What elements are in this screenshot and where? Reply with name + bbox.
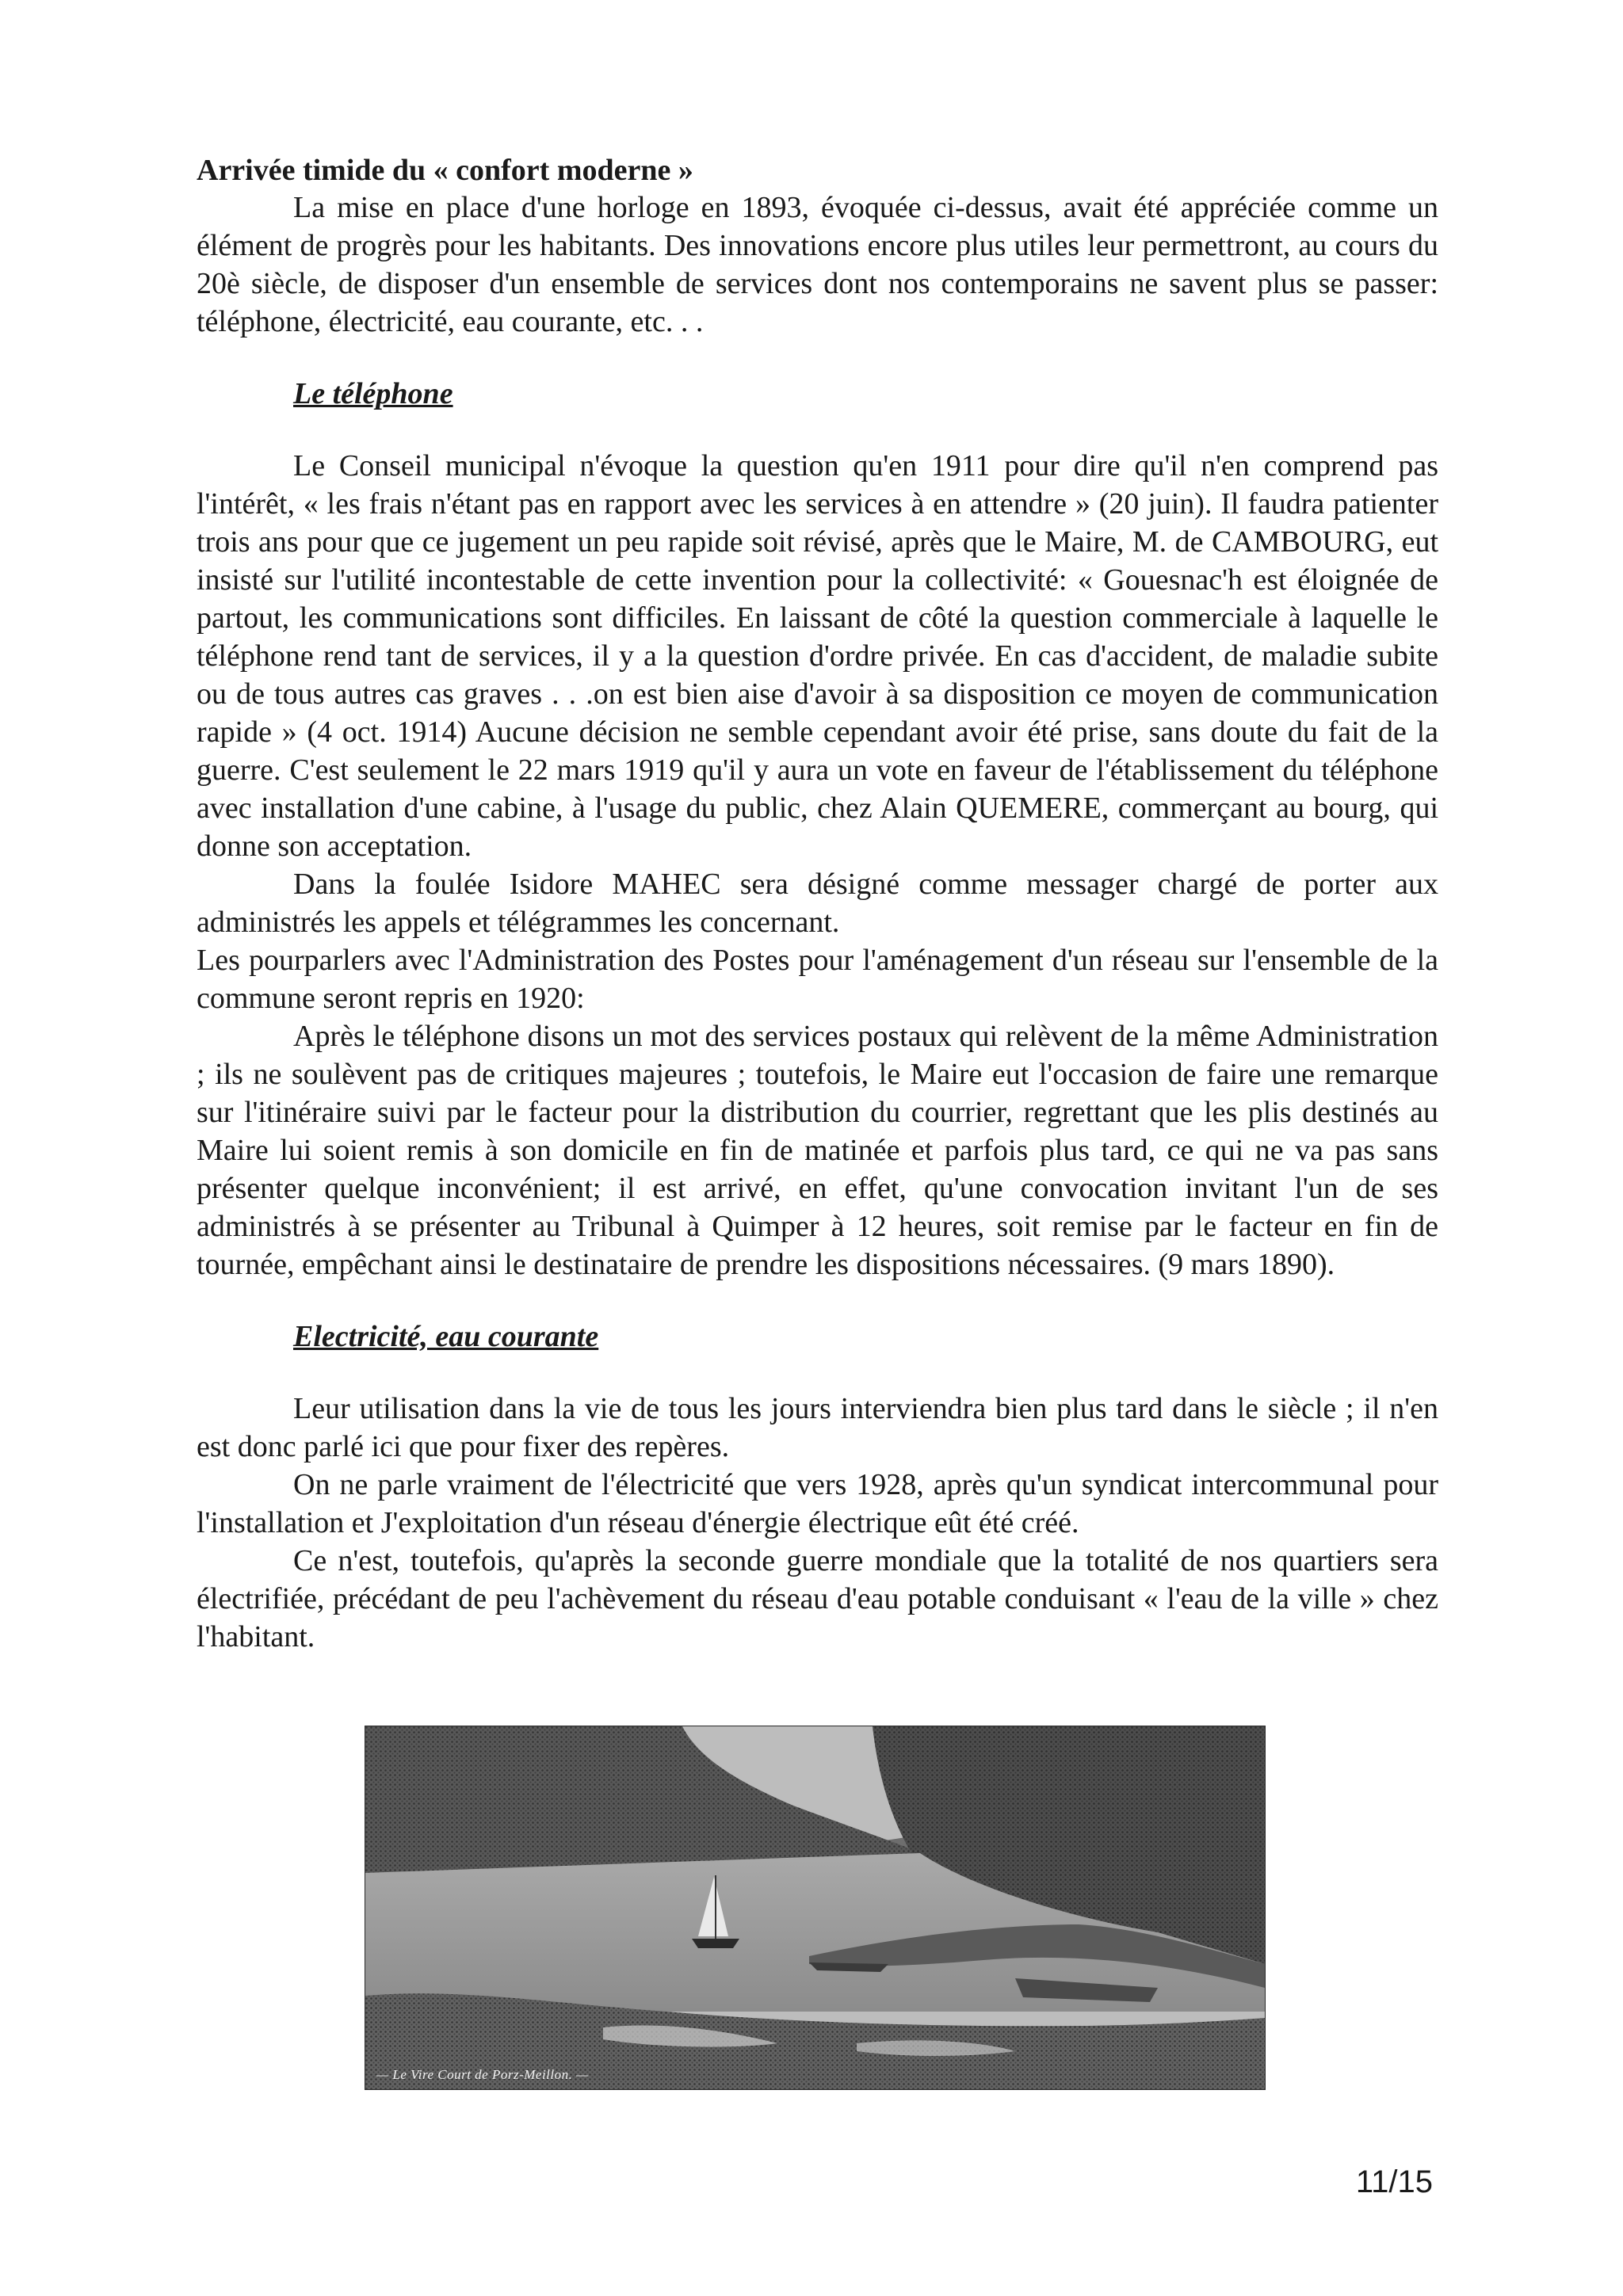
page-number: 11/15 (1355, 2164, 1433, 2199)
electricity-paragraph: Ce n'est, toutefois, qu'après la seconde guerre mondiale que la totalité de nos quartiers sera électrifiée, précédant de peu l'achèvement du réseau d'eau potable conduisant « l'eau de la ville » chez l'habitant. (197, 1544, 1438, 1653)
photo-caption: — Le Vire Court de Porz-Meillon. — (376, 2067, 589, 2082)
postal-paragraph: Après le téléphone disons un mot des services postaux qui relèvent de la même Administration ; ils ne soulèvent pas de critiques majeures ; toutefois, le Maire eut l'occasion de faire une remarque sur l'itinéraire suivi par le facteur pour la distribution du courrier, regrettant que les plis destinés au Maire lui soient remis à son domicile en fin de matinée et parfois plus tard, ce qui ne va pas sans présenter quelque inconvénient; il est arrivé, en effet, qu'une convocation invitant l'un de ses administrés à se présenter au Tribunal à Quimper à 12 heures, soit remise par le facteur en fin de tournée, empêchant ainsi le destinataire de prendre les dispositions nécessaires. (9 mars 1890). (197, 1020, 1438, 1281)
telephone-paragraph: Dans la foulée Isidore MAHEC sera désigné comme messager chargé de porter aux administrés les appels et télégrammes les concernant. (197, 868, 1438, 939)
electricity-paragraph: Leur utilisation dans la vie de tous les jours interviendra bien plus tard dans le siècle ; il n'en est donc parlé ici que pour fixer des repères. (197, 1392, 1438, 1463)
electricity-paragraph: On ne parle vraiment de l'électricité que vers 1928, après qu'un syndicat intercommunal pour l'installation et J'exploitation d'un réseau d'énergie électrique eût été créé. (197, 1468, 1438, 1539)
electricity-heading: Electricité, eau courante (293, 1320, 599, 1353)
telephone-heading: Le téléphone (293, 377, 453, 410)
document-page (197, 152, 1438, 1656)
section-title: Arrivée timide du « confort moderne » (197, 154, 693, 187)
river-scene-image (365, 1726, 1265, 2089)
telephone-paragraph: Le Conseil municipal n'évoque la question qu'en 1911 pour dire qu'il n'en comprend pas l'intérêt, « les frais n'étant pas en rapport avec les services à en attendre » (20 juin). Il faudra patienter trois ans pour que ce jugement un peu rapide soit révisé, après que le Maire, M. de CAMBOURG, eut insisté sur l'utilité incontestable de cette invention pour la collectivité: « Gouesnac'h est éloignée de partout, les communications sont difficiles. En laissant de côté la question commerciale à laquelle le téléphone rend tant de services, il y a la question d'ordre privée. En cas d'accident, de maladie subite ou de tous autres cas graves . . .on est bien aise d'avoir à sa disposition ce moyen de communication rapide » (4 oct. 1914) Aucune décision ne semble cependant avoir été prise, sans doute du fait de la guerre. C'est seulement le 22 mars 1919 qu'il y aura un vote en faveur de l'établissement du téléphone avec installation d'une cabine, à l'usage du public, chez Alain QUEMERE, commerçant au bourg, qui donne son acceptation. (197, 449, 1438, 863)
intro-paragraph: La mise en place d'une horloge en 1893, évoquée ci-dessus, avait été appréciée comme un élément de progrès pour les habitants. Des innovations encore plus utiles leur permettront, au cours du 20è siècle, de disposer d'un ensemble de services dont nos contemporains ne savent plus se passer: téléphone, électricité, eau courante, etc. . . (197, 191, 1438, 338)
telephone-paragraph: Les pourparlers avec l'Administration des Postes pour l'aménagement d'un réseau sur l'ensemble de la commune seront repris en 1920: (197, 944, 1438, 1015)
landscape-photo (365, 1726, 1266, 2090)
